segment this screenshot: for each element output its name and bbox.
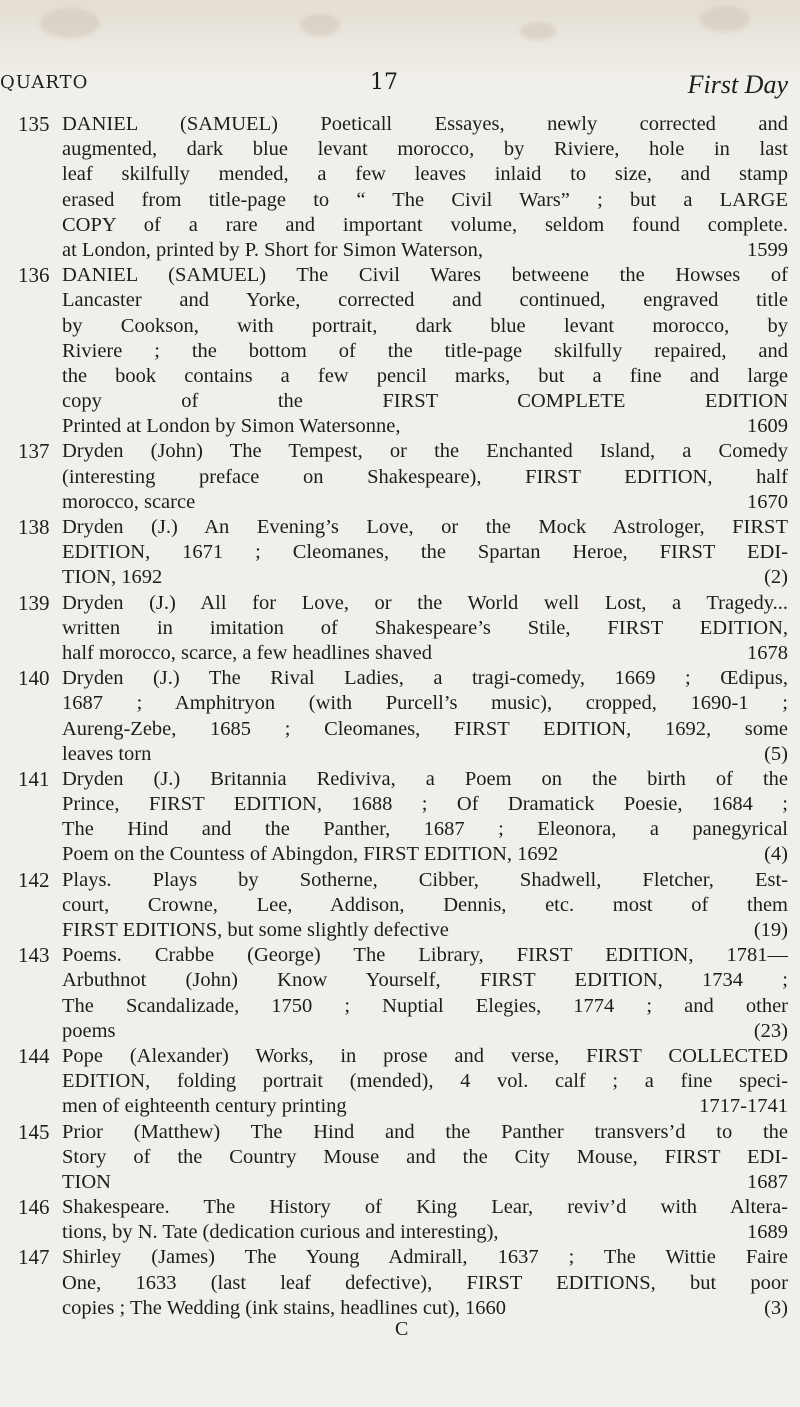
entry-date-or-count: (23) — [753, 1019, 788, 1042]
description-line: EDITION, 1671 ; Cleomanes, the Spartan Heroe, FIRST EDI- — [62, 541, 788, 564]
entry-description — [62, 439, 788, 515]
entry-date-or-count: (4) — [764, 843, 788, 866]
description-line — [62, 238, 788, 263]
description-line — [62, 1220, 788, 1245]
description-line: court, Crowne, Lee, Addison, Dennis, etc. most of them — [62, 893, 788, 916]
catalogue-entry — [0, 591, 800, 667]
running-head-day: First Day — [687, 70, 788, 99]
description-line: DANIEL (SAMUEL) Poeticall Essayes, newly corrected and — [62, 113, 788, 135]
entry-description — [62, 1120, 788, 1196]
paper-stain — [700, 6, 750, 32]
lot-number: 143 — [18, 943, 50, 968]
description-line: Shirley (James) The Young Admirall, 1637 ; The Wittie Faire — [62, 1246, 788, 1269]
entry-date-or-count: 1717-1741 — [699, 1095, 788, 1118]
description-line: by Cookson, with portrait, dark blue levant morocco, by — [62, 314, 788, 337]
entry-date-or-count: 1670 — [747, 490, 788, 513]
description-line: DANIEL (SAMUEL) The Civil Wares betweene the Howses of — [62, 264, 788, 287]
page-top-edge — [0, 0, 800, 78]
running-head — [0, 70, 800, 100]
lot-number: 147 — [18, 1245, 50, 1270]
description-text: FIRST EDITIONS, but some slightly defective — [62, 919, 449, 941]
description-text: men of eighteenth century printing — [62, 1095, 347, 1118]
description-line — [62, 641, 788, 666]
entry-description — [62, 1044, 788, 1120]
lot-number: 141 — [18, 766, 50, 791]
catalogue-entry — [0, 868, 800, 944]
entry-description — [62, 515, 788, 591]
catalogue-entry — [0, 1195, 800, 1245]
lot-number: 135 — [18, 112, 50, 136]
description-line — [62, 565, 788, 590]
description-text: tions, by N. Tate (dedication curious and interesting), — [62, 1221, 499, 1244]
lot-number: 140 — [18, 666, 50, 691]
entry-date-or-count: 1609 — [747, 415, 788, 438]
description-line: Pope (Alexander) Works, in prose and verse, FIRST COLLECTED — [62, 1044, 788, 1067]
entry-description — [62, 767, 788, 868]
catalogue-entry — [0, 943, 800, 1044]
description-line: Riviere ; the bottom of the title-page skilfully repaired, and — [62, 339, 788, 362]
description-line: (interesting preface on Shakespeare), FIRST EDITION, half — [62, 465, 788, 488]
description-line — [62, 1296, 788, 1321]
description-line — [62, 1094, 788, 1119]
description-line: erased from title-page to “ The Civil Wars” ; but a LARGE — [62, 188, 788, 211]
description-line: Dryden (J.) Britannia Rediviva, a Poem on the birth of the — [62, 767, 788, 790]
entry-date-or-count: (19) — [753, 919, 788, 941]
catalogue-entry — [0, 1044, 800, 1120]
lot-number: 145 — [18, 1119, 50, 1144]
description-text: poems — [62, 1019, 116, 1042]
catalogue-entry — [0, 439, 800, 515]
description-line: COPY of a rare and important volume, seldom found complete. — [62, 213, 788, 236]
catalogue-entry — [0, 767, 800, 868]
description-line: Dryden (John) The Tempest, or the Enchanted Island, a Comedy — [62, 440, 788, 463]
entry-description — [62, 591, 788, 667]
entry-date-or-count: 1678 — [747, 641, 788, 664]
description-line: copy of the FIRST COMPLETE EDITION — [62, 390, 788, 413]
description-text: Printed at London by Simon Watersonne, — [62, 415, 401, 438]
lot-number: 137 — [18, 439, 50, 464]
description-line — [62, 490, 788, 515]
lot-number: 138 — [18, 515, 50, 539]
entry-description — [62, 1245, 788, 1321]
description-line: Dryden (J.) All for Love, or the World well Lost, a Tragedy... — [62, 591, 788, 614]
description-text: Poem on the Countess of Abingdon, FIRST EDITION, 1692 — [62, 843, 559, 866]
description-line: EDITION, folding portrait (mended), 4 vol. calf ; a fine speci- — [62, 1070, 788, 1093]
description-line: The Scandalizade, 1750 ; Nuptial Elegies, 1774 ; and other — [62, 994, 788, 1017]
paper-stain — [40, 8, 100, 38]
description-line: Lancaster and Yorke, corrected and continued, engraved title — [62, 289, 788, 312]
entry-description — [62, 112, 788, 263]
entry-description — [62, 943, 788, 1044]
description-line: Aureng-Zebe, 1685 ; Cleomanes, FIRST EDITION, 1692, some — [62, 717, 788, 740]
running-head-format: QUARTO — [0, 72, 89, 93]
lot-number: 146 — [18, 1195, 50, 1220]
paper-stain — [300, 14, 340, 36]
entry-date-or-count: (3) — [764, 1296, 788, 1319]
catalogue-entry — [0, 1120, 800, 1196]
description-line: Dryden (J.) An Evening’s Love, or the Mock Astrologer, FIRST — [62, 516, 788, 538]
description-line: Plays. Plays by Sotherne, Cibber, Shadwell, Fletcher, Est- — [62, 868, 788, 891]
description-text: morocco, scarce — [62, 490, 196, 513]
entry-date-or-count: 1689 — [747, 1221, 788, 1244]
description-line: leaf skilfully mended, a few leaves inlaid to size, and stamp — [62, 163, 788, 186]
entry-date-or-count: (5) — [764, 742, 788, 765]
description-text: half morocco, scarce, a few headlines shaved — [62, 641, 432, 664]
lot-number: 136 — [18, 263, 50, 288]
description-text: TION — [62, 1170, 111, 1193]
description-text: TION, 1692 — [62, 566, 163, 589]
description-line: The Hind and the Panther, 1687 ; Eleonora, a panegyrical — [62, 818, 788, 841]
description-line: the book contains a few pencil marks, but a fine and large — [62, 364, 788, 387]
catalogue-entry — [0, 515, 800, 591]
signature-mark: C — [395, 1318, 409, 1340]
lot-number: 139 — [18, 590, 50, 615]
lot-list — [0, 112, 800, 1321]
description-line: Poems. Crabbe (George) The Library, FIRST EDITION, 1781— — [62, 944, 788, 967]
description-line — [62, 918, 788, 943]
catalogue-entry — [0, 1245, 800, 1321]
description-line: One, 1633 (last leaf defective), FIRST EDITIONS, but poor — [62, 1271, 788, 1294]
description-line: Shakespeare. The History of King Lear, reviv’d with Altera- — [62, 1196, 788, 1219]
paper-stain — [520, 22, 556, 40]
entry-date-or-count: 1599 — [747, 238, 788, 261]
page-number: 17 — [370, 70, 398, 95]
catalogue-entry — [0, 666, 800, 767]
description-line: written in imitation of Shakespeare’s Stile, FIRST EDITION, — [62, 616, 788, 639]
description-line: 1687 ; Amphitryon (with Purcell’s music), cropped, 1690-1 ; — [62, 692, 788, 715]
description-line: Story of the Country Mouse and the City Mouse, FIRST EDI- — [62, 1145, 788, 1168]
description-line: Prince, FIRST EDITION, 1688 ; Of Dramatick Poesie, 1684 ; — [62, 793, 788, 816]
description-line — [62, 414, 788, 439]
entry-date-or-count: 1687 — [747, 1170, 788, 1193]
entry-description — [62, 263, 788, 439]
lot-number: 142 — [18, 867, 50, 892]
description-line: Prior (Matthew) The Hind and the Panther transvers’d to the — [62, 1120, 788, 1143]
entry-description — [62, 1195, 788, 1245]
description-line — [62, 742, 788, 767]
description-text: at London, printed by P. Short for Simon Waterson, — [62, 238, 484, 261]
entry-description — [62, 868, 788, 944]
description-text: leaves torn — [62, 742, 152, 765]
catalogue-entry — [0, 112, 800, 263]
lot-number: 144 — [18, 1043, 50, 1068]
description-line: Arbuthnot (John) Know Yourself, FIRST EDITION, 1734 ; — [62, 969, 788, 992]
entry-date-or-count: (2) — [764, 566, 788, 589]
description-line: augmented, dark blue levant morocco, by Riviere, hole in last — [62, 138, 788, 161]
description-line — [62, 1019, 788, 1044]
entry-description — [62, 666, 788, 767]
description-line: Dryden (J.) The Rival Ladies, a tragi-comedy, 1669 ; Œdipus, — [62, 667, 788, 690]
catalogue-entry — [0, 263, 800, 439]
description-text: copies ; The Wedding (ink stains, headlines cut), 1660 — [62, 1296, 506, 1319]
description-line — [62, 842, 788, 867]
description-line — [62, 1170, 788, 1195]
